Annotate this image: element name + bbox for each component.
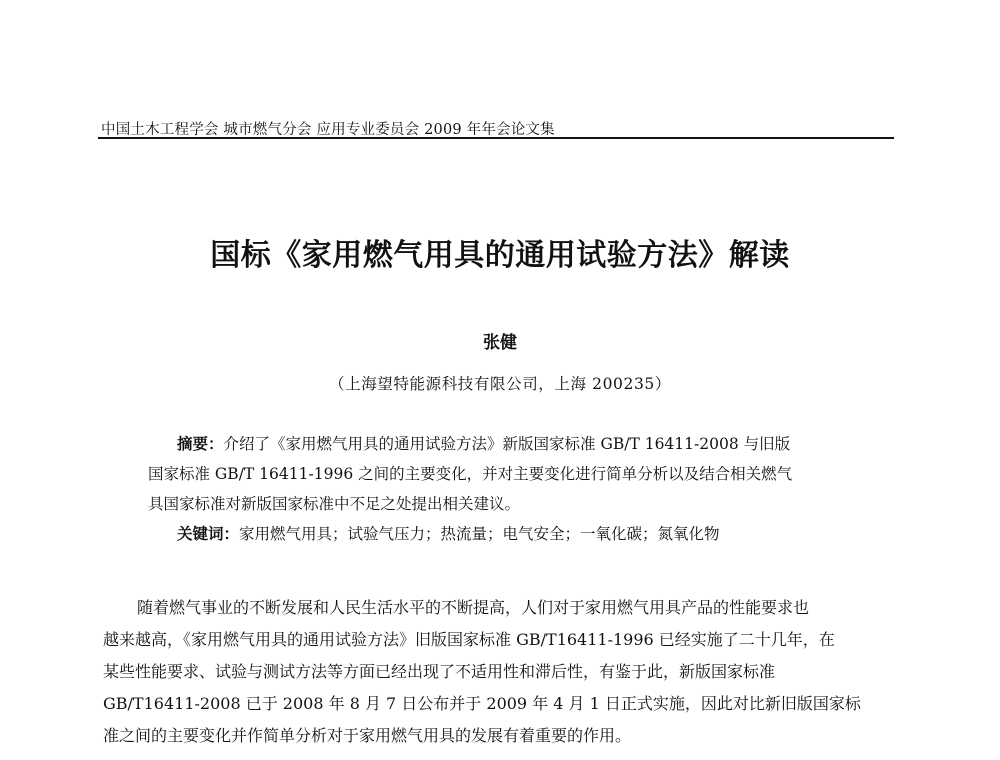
header-rule — [98, 137, 894, 139]
author-affiliation: （上海望特能源科技有限公司，上海 200235） — [329, 375, 671, 393]
body-line: 随着燃气事业的不断发展和人民生活水平的不断提高，人们对于家用燃气用具产品的性能要求也 — [137, 598, 810, 617]
body-line: 某些性能要求、试验与测试方法等方面已经出现了不适用性和滞后性，有鉴于此，新版国家标准 — [103, 662, 776, 681]
paper-title: 国标《家用燃气用具的通用试验方法》解读 — [210, 238, 790, 273]
running-header — [101, 118, 891, 139]
running-header-text: 中国土木工程学会 城市燃气分会 应用专业委员会 2009 年年会论文集 — [101, 122, 555, 138]
body-line: 准之间的主要变化并作简单分析对于家用燃气用具的发展有着重要的作用。 — [103, 726, 632, 745]
body-line: GB/T16411-2008 已于 2008 年 8 月 7 日公布并于 2009 年 4 月 1 日正式实施，因此对比新旧版国家标 — [103, 694, 861, 713]
body-paragraph — [103, 592, 896, 752]
keywords-label: 关键词： — [177, 524, 240, 543]
abstract-line: 国家标准 GB/T 16411-1996 之间的主要变化，并对主要变化进行简单分析以及结合相关燃气 — [148, 465, 793, 483]
abstract-line — [148, 429, 860, 459]
abstract-line: 具国家标准对新版国家标准中不足之处提出相关建议。 — [148, 495, 521, 513]
keywords-line — [148, 519, 860, 549]
keywords-text: 家用燃气用具；试验气压力；热流量；电气安全；一氧化碳；氮氧化物 — [239, 525, 720, 543]
abstract-block — [148, 429, 860, 549]
body-line: 越来越高，《家用燃气用具的通用试验方法》旧版国家标准 GB/T16411-1996 已经实施了二十几年，在 — [103, 630, 835, 649]
author-name: 张健 — [483, 333, 517, 353]
abstract-text: 介绍了《家用燃气用具的通用试验方法》新版国家标准 GB/T 16411-2008 与旧版 — [223, 435, 791, 453]
abstract-label: 摘要： — [177, 434, 224, 453]
